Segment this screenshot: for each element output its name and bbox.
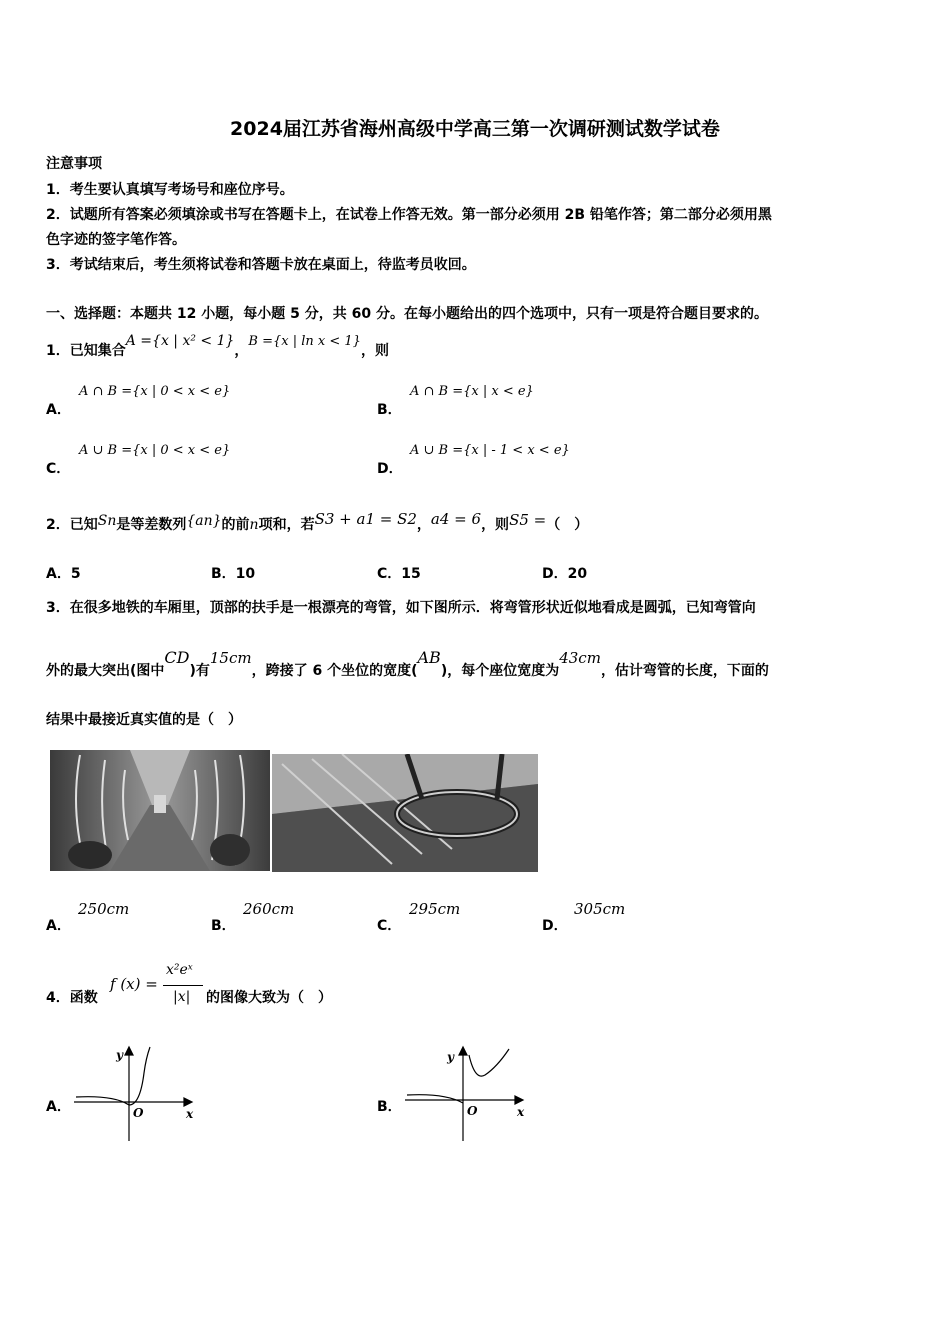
q3-option-a: 250cm bbox=[78, 900, 130, 918]
q4-lead: 4．函数 bbox=[46, 990, 98, 1006]
q1-option-d-letter: D． bbox=[377, 461, 403, 477]
q2-part-2: 是等差数列 bbox=[116, 517, 187, 533]
x-axis-label: x bbox=[517, 1105, 525, 1119]
question-1 bbox=[46, 333, 389, 360]
q2-option-b-value: 10 bbox=[235, 566, 256, 582]
q2-n: n bbox=[249, 517, 259, 533]
q3-l2-c: ，跨接了 6 个坐位的宽度( bbox=[251, 663, 418, 679]
q2-option-b-letter: B． bbox=[211, 566, 236, 582]
q2-cond-2: a4 = 6 bbox=[430, 510, 482, 528]
q2-option-c bbox=[377, 563, 421, 583]
q2-option-c-value: 15 bbox=[401, 566, 421, 582]
q3-l2-e: ，估计弯管的长度，下面的 bbox=[600, 663, 769, 679]
q3-option-b-letter: B． bbox=[211, 918, 236, 934]
q2-sep: ， bbox=[416, 517, 431, 533]
q1-option-b: A ∩ B ={x | x < e} bbox=[410, 384, 534, 399]
q4-option-a-graph bbox=[74, 1043, 198, 1143]
q3-option-d: 305cm bbox=[574, 900, 626, 918]
axes bbox=[74, 1047, 192, 1141]
q1-option-a-letter: A． bbox=[46, 402, 71, 418]
subway-interior-photo bbox=[50, 750, 270, 871]
q1-set-a: A ={x | x² < 1} bbox=[125, 333, 235, 349]
q1-lead: 1．已知集合 bbox=[46, 343, 126, 359]
function-curve-right bbox=[469, 1049, 509, 1076]
notice-item-2-cont: 色字迹的签字笔作答。 bbox=[46, 232, 186, 248]
page-title: 2024届江苏省海州高级中学高三第一次调研测试数学试卷 bbox=[230, 118, 720, 140]
q1-tail: ，则 bbox=[360, 343, 389, 359]
axes bbox=[405, 1047, 523, 1141]
q2-part-6: （ ） bbox=[546, 517, 589, 533]
q3-l2-d: )，每个座位宽度为 bbox=[440, 663, 560, 679]
q3-line-1: 3．在很多地铁的车厢里，顶部的扶手是一根漂亮的弯管，如下图所示．将弯管形状近似地看成是圆弧，已知弯管向 bbox=[46, 600, 756, 616]
q2-part-4: 项和，若 bbox=[258, 517, 315, 533]
q4-denominator: |x| bbox=[173, 989, 191, 1005]
notice-heading: 注意事项 bbox=[46, 156, 102, 172]
q2-option-a-letter: A． bbox=[46, 566, 71, 582]
q2-part-1: 2．已知 bbox=[46, 517, 98, 533]
q3-option-b: 260cm bbox=[243, 900, 295, 918]
q2-option-b bbox=[211, 563, 255, 583]
q3-line-3: 结果中最接近真实值的是（ ） bbox=[46, 712, 242, 728]
q2-option-a bbox=[46, 563, 81, 583]
q2-option-d bbox=[542, 563, 587, 583]
q2-sn: Sn bbox=[97, 513, 117, 529]
function-curve bbox=[76, 1047, 150, 1105]
q1-set-b: B ={x | ln x < 1} bbox=[248, 334, 361, 349]
q4-option-b-graph bbox=[405, 1043, 529, 1143]
notice-item-2: 2．试题所有答案必须填涂或书写在答题卡上，在试卷上作答无效。第一部分必须用 2B 铅笔作答；第二部分必须用黑 bbox=[46, 207, 772, 223]
q3-l2-b: )有 bbox=[189, 663, 210, 679]
q2-option-d-letter: D． bbox=[542, 566, 568, 582]
q1-option-a: A ∩ B ={x | 0 < x < e} bbox=[79, 384, 231, 399]
q3-option-a-letter: A． bbox=[46, 918, 71, 934]
q4-option-b-letter: B． bbox=[377, 1099, 402, 1115]
q1-option-c: A ∪ B ={x | 0 < x < e} bbox=[79, 443, 231, 458]
function-curve-left bbox=[407, 1095, 463, 1103]
q2-option-c-letter: C． bbox=[377, 566, 402, 582]
question-2 bbox=[46, 510, 589, 534]
q4-option-a-letter: A． bbox=[46, 1099, 71, 1115]
q3-value-15: 15cm bbox=[209, 649, 252, 667]
q1-option-d: A ∪ B ={x | - 1 < x < e} bbox=[410, 443, 570, 458]
q3-cd: CD bbox=[164, 648, 190, 667]
notice-item-1: 1．考生要认真填写考场号和座位序号。 bbox=[46, 182, 294, 198]
x-axis-label: x bbox=[186, 1107, 194, 1121]
q4-tail: 的图像大致为（ ） bbox=[206, 990, 332, 1006]
q3-option-d-letter: D． bbox=[542, 918, 568, 934]
y-axis-label: y bbox=[447, 1050, 454, 1064]
q3-l2-a: 外的最大突出(图中 bbox=[46, 663, 165, 679]
origin-label: O bbox=[467, 1104, 478, 1118]
q1-option-b-letter: B． bbox=[377, 402, 402, 418]
q4-numerator: x²eˣ bbox=[166, 962, 193, 978]
section-heading: 一、选择题：本题共 12 小题，每小题 5 分，共 60 分。在每小题给出的四个选项中，只有一项是符合题目要求的。 bbox=[46, 306, 768, 322]
q3-option-c-letter: C． bbox=[377, 918, 402, 934]
q4-fx: f (x) = bbox=[110, 975, 158, 993]
q2-option-a-value: 5 bbox=[70, 566, 81, 582]
q2-cond-1: S3 + a1 = S2 bbox=[314, 510, 417, 528]
notice-item-3: 3．考试结束后，考生须将试卷和答题卡放在桌面上，待监考员收回。 bbox=[46, 257, 476, 273]
q3-option-c: 295cm bbox=[409, 900, 461, 918]
q2-part-3: 的前 bbox=[221, 517, 250, 533]
q2-part-5: ，则 bbox=[481, 517, 510, 533]
q3-value-43: 43cm bbox=[559, 649, 601, 667]
q2-s5: S5 = bbox=[509, 511, 547, 529]
y-axis-label: y bbox=[116, 1048, 123, 1062]
q2-an: {an} bbox=[186, 513, 222, 529]
origin-label: O bbox=[133, 1106, 144, 1120]
q2-option-d-value: 20 bbox=[567, 566, 588, 582]
curved-handrail-photo bbox=[272, 754, 538, 872]
q1-comma: ， bbox=[234, 343, 249, 359]
q3-line-2 bbox=[46, 648, 769, 680]
q1-option-c-letter: C． bbox=[46, 461, 71, 477]
q4-fraction-bar bbox=[163, 985, 203, 986]
q3-ab: AB bbox=[417, 648, 441, 667]
